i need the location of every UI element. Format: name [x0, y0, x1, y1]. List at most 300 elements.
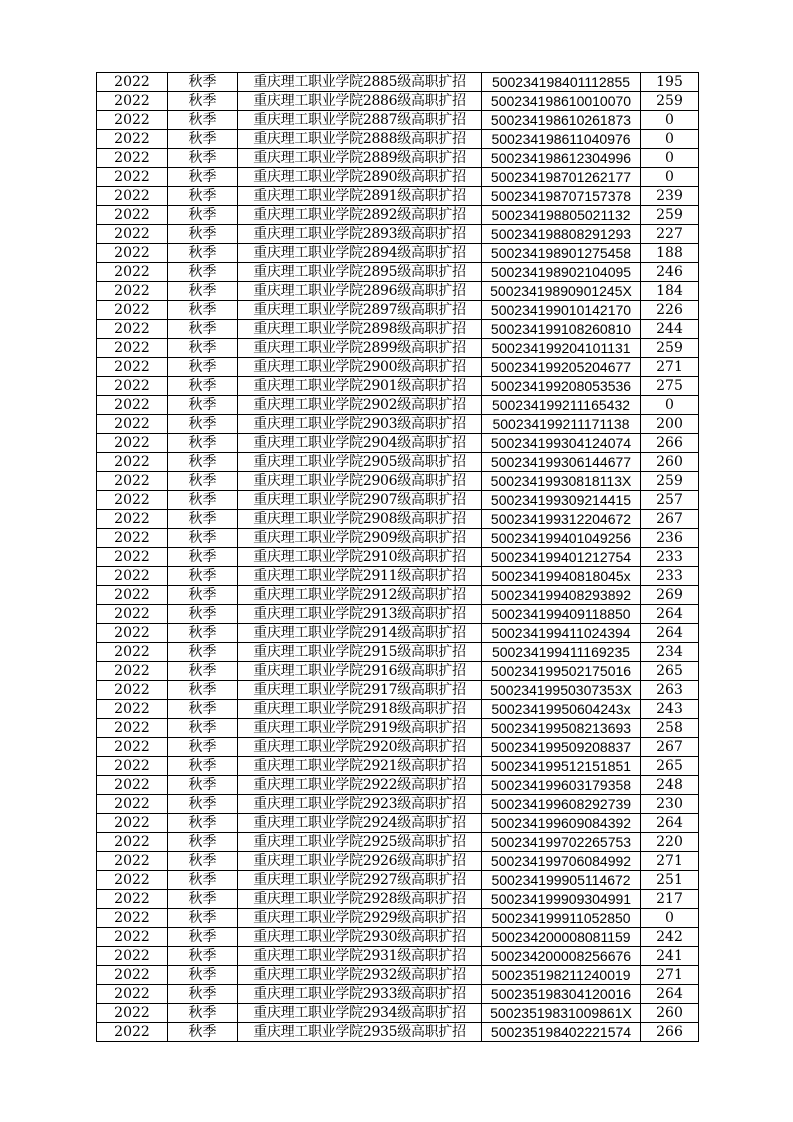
id-number-cell: 500234199312204672	[482, 510, 641, 529]
score-cell: 260	[641, 453, 699, 472]
program-cell: 重庆理工职业学院2918级高职扩招	[238, 700, 482, 719]
program-cell: 重庆理工职业学院2927级高职扩招	[238, 871, 482, 890]
year-cell: 2022	[97, 73, 168, 92]
year-cell: 2022	[97, 377, 168, 396]
table-row	[97, 719, 699, 738]
year-cell: 2022	[97, 738, 168, 757]
year-cell: 2022	[97, 358, 168, 377]
id-number-cell: 500234199508213693	[482, 719, 641, 738]
score-cell: 239	[641, 187, 699, 206]
score-cell: 259	[641, 206, 699, 225]
id-number-cell: 500234198401112855	[482, 73, 641, 92]
year-cell: 2022	[97, 586, 168, 605]
table-row	[97, 92, 699, 111]
season-cell: 秋季	[168, 396, 238, 415]
table-row	[97, 73, 699, 92]
program-cell: 重庆理工职业学院2913级高职扩招	[238, 605, 482, 624]
table-row	[97, 852, 699, 871]
year-cell: 2022	[97, 719, 168, 738]
id-number-cell: 500234199512151851	[482, 757, 641, 776]
season-cell: 秋季	[168, 149, 238, 168]
season-cell: 秋季	[168, 415, 238, 434]
season-cell: 秋季	[168, 871, 238, 890]
year-cell: 2022	[97, 92, 168, 111]
table-row	[97, 738, 699, 757]
id-number-cell: 500234198610010070	[482, 92, 641, 111]
season-cell: 秋季	[168, 73, 238, 92]
program-cell: 重庆理工职业学院2885级高职扩招	[238, 73, 482, 92]
program-cell: 重庆理工职业学院2895级高职扩招	[238, 263, 482, 282]
table-row	[97, 529, 699, 548]
id-number-cell: 500234198902104095	[482, 263, 641, 282]
score-cell: 0	[641, 149, 699, 168]
score-cell: 260	[641, 1004, 699, 1023]
score-cell: 271	[641, 358, 699, 377]
table-row	[97, 149, 699, 168]
id-number-cell: 500235198211240019	[482, 966, 641, 985]
year-cell: 2022	[97, 985, 168, 1004]
year-cell: 2022	[97, 681, 168, 700]
score-cell: 266	[641, 434, 699, 453]
id-number-cell: 500234198805021132	[482, 206, 641, 225]
season-cell: 秋季	[168, 700, 238, 719]
id-number-cell: 500234199010142170	[482, 301, 641, 320]
table-row	[97, 263, 699, 282]
program-cell: 重庆理工职业学院2907级高职扩招	[238, 491, 482, 510]
score-cell: 243	[641, 700, 699, 719]
score-cell: 271	[641, 966, 699, 985]
year-cell: 2022	[97, 757, 168, 776]
table-row	[97, 377, 699, 396]
id-number-cell: 500234199401049256	[482, 529, 641, 548]
season-cell: 秋季	[168, 852, 238, 871]
score-cell: 217	[641, 890, 699, 909]
score-cell: 200	[641, 415, 699, 434]
score-cell: 263	[641, 681, 699, 700]
program-cell: 重庆理工职业学院2932级高职扩招	[238, 966, 482, 985]
program-cell: 重庆理工职业学院2891级高职扩招	[238, 187, 482, 206]
year-cell: 2022	[97, 472, 168, 491]
id-number-cell: 500234198808291293	[482, 225, 641, 244]
program-cell: 重庆理工职业学院2923级高职扩招	[238, 795, 482, 814]
table-row	[97, 814, 699, 833]
table-row	[97, 130, 699, 149]
season-cell: 秋季	[168, 434, 238, 453]
year-cell: 2022	[97, 662, 168, 681]
score-cell: 246	[641, 263, 699, 282]
season-cell: 秋季	[168, 263, 238, 282]
id-number-cell: 50023419890901245X	[482, 282, 641, 301]
season-cell: 秋季	[168, 472, 238, 491]
program-cell: 重庆理工职业学院2917级高职扩招	[238, 681, 482, 700]
id-number-cell: 500234198610261873	[482, 111, 641, 130]
program-cell: 重庆理工职业学院2888级高职扩招	[238, 130, 482, 149]
season-cell: 秋季	[168, 719, 238, 738]
program-cell: 重庆理工职业学院2920级高职扩招	[238, 738, 482, 757]
season-cell: 秋季	[168, 738, 238, 757]
program-cell: 重庆理工职业学院2922级高职扩招	[238, 776, 482, 795]
id-number-cell: 500234200008256676	[482, 947, 641, 966]
score-cell: 259	[641, 339, 699, 358]
program-cell: 重庆理工职业学院2893级高职扩招	[238, 225, 482, 244]
table-row	[97, 928, 699, 947]
program-cell: 重庆理工职业学院2925级高职扩招	[238, 833, 482, 852]
program-cell: 重庆理工职业学院2928级高职扩招	[238, 890, 482, 909]
year-cell: 2022	[97, 282, 168, 301]
score-cell: 0	[641, 396, 699, 415]
id-number-cell: 500234199502175016	[482, 662, 641, 681]
score-cell: 267	[641, 738, 699, 757]
id-number-cell: 500234199911052850	[482, 909, 641, 928]
table-row	[97, 396, 699, 415]
program-cell: 重庆理工职业学院2889级高职扩招	[238, 149, 482, 168]
program-cell: 重庆理工职业学院2892级高职扩招	[238, 206, 482, 225]
table-row	[97, 890, 699, 909]
score-cell: 195	[641, 73, 699, 92]
year-cell: 2022	[97, 396, 168, 415]
program-cell: 重庆理工职业学院2910级高职扩招	[238, 548, 482, 567]
id-number-cell: 500235198402221574	[482, 1023, 641, 1042]
table-row	[97, 795, 699, 814]
table-row	[97, 624, 699, 643]
id-number-cell: 50023419950604243x	[482, 700, 641, 719]
program-cell: 重庆理工职业学院2926级高职扩招	[238, 852, 482, 871]
year-cell: 2022	[97, 833, 168, 852]
season-cell: 秋季	[168, 1023, 238, 1042]
year-cell: 2022	[97, 1023, 168, 1042]
score-cell: 275	[641, 377, 699, 396]
season-cell: 秋季	[168, 377, 238, 396]
table-row	[97, 187, 699, 206]
season-cell: 秋季	[168, 92, 238, 111]
table-row	[97, 453, 699, 472]
season-cell: 秋季	[168, 187, 238, 206]
program-cell: 重庆理工职业学院2915级高职扩招	[238, 643, 482, 662]
season-cell: 秋季	[168, 453, 238, 472]
season-cell: 秋季	[168, 795, 238, 814]
year-cell: 2022	[97, 890, 168, 909]
year-cell: 2022	[97, 1004, 168, 1023]
id-number-cell: 500234199309214415	[482, 491, 641, 510]
id-number-cell: 500234198901275458	[482, 244, 641, 263]
id-number-cell: 500234199411169235	[482, 643, 641, 662]
year-cell: 2022	[97, 814, 168, 833]
table-row	[97, 947, 699, 966]
table-row	[97, 605, 699, 624]
id-number-cell: 500234199304124074	[482, 434, 641, 453]
table-row	[97, 225, 699, 244]
season-cell: 秋季	[168, 1004, 238, 1023]
year-cell: 2022	[97, 149, 168, 168]
year-cell: 2022	[97, 548, 168, 567]
id-number-cell: 500235198304120016	[482, 985, 641, 1004]
year-cell: 2022	[97, 700, 168, 719]
season-cell: 秋季	[168, 168, 238, 187]
program-cell: 重庆理工职业学院2916级高职扩招	[238, 662, 482, 681]
program-cell: 重庆理工职业学院2901级高职扩招	[238, 377, 482, 396]
program-cell: 重庆理工职业学院2912级高职扩招	[238, 586, 482, 605]
table-row	[97, 434, 699, 453]
season-cell: 秋季	[168, 567, 238, 586]
year-cell: 2022	[97, 111, 168, 130]
id-number-cell: 500234198707157378	[482, 187, 641, 206]
season-cell: 秋季	[168, 510, 238, 529]
year-cell: 2022	[97, 339, 168, 358]
program-cell: 重庆理工职业学院2933级高职扩招	[238, 985, 482, 1004]
table-row	[97, 415, 699, 434]
score-table	[96, 72, 699, 1042]
score-cell: 233	[641, 567, 699, 586]
year-cell: 2022	[97, 187, 168, 206]
id-number-cell: 500234199603179358	[482, 776, 641, 795]
id-number-cell: 500234199204101131	[482, 339, 641, 358]
id-number-cell: 500234199205204677	[482, 358, 641, 377]
program-cell: 重庆理工职业学院2914级高职扩招	[238, 624, 482, 643]
year-cell: 2022	[97, 605, 168, 624]
id-number-cell: 500234199108260810	[482, 320, 641, 339]
score-cell: 241	[641, 947, 699, 966]
table-row	[97, 643, 699, 662]
program-cell: 重庆理工职业学院2904级高职扩招	[238, 434, 482, 453]
program-cell: 重庆理工职业学院2899级高职扩招	[238, 339, 482, 358]
table-row	[97, 472, 699, 491]
program-cell: 重庆理工职业学院2930级高职扩招	[238, 928, 482, 947]
score-cell: 248	[641, 776, 699, 795]
id-number-cell: 50023419930818113X	[482, 472, 641, 491]
id-number-cell: 500234198701262177	[482, 168, 641, 187]
score-cell: 251	[641, 871, 699, 890]
score-cell: 220	[641, 833, 699, 852]
year-cell: 2022	[97, 795, 168, 814]
year-cell: 2022	[97, 415, 168, 434]
season-cell: 秋季	[168, 282, 238, 301]
year-cell: 2022	[97, 320, 168, 339]
season-cell: 秋季	[168, 928, 238, 947]
year-cell: 2022	[97, 206, 168, 225]
season-cell: 秋季	[168, 890, 238, 909]
season-cell: 秋季	[168, 320, 238, 339]
program-cell: 重庆理工职业学院2931级高职扩招	[238, 947, 482, 966]
program-cell: 重庆理工职业学院2902级高职扩招	[238, 396, 482, 415]
id-number-cell: 500234198611040976	[482, 130, 641, 149]
score-cell: 233	[641, 548, 699, 567]
score-cell: 227	[641, 225, 699, 244]
score-cell: 230	[641, 795, 699, 814]
id-number-cell: 50023419950307353X	[482, 681, 641, 700]
score-table-body	[97, 73, 699, 1042]
id-number-cell: 500234199401212754	[482, 548, 641, 567]
id-number-cell: 500234199609084392	[482, 814, 641, 833]
year-cell: 2022	[97, 567, 168, 586]
score-cell: 259	[641, 92, 699, 111]
score-cell: 242	[641, 928, 699, 947]
program-cell: 重庆理工职业学院2935级高职扩招	[238, 1023, 482, 1042]
season-cell: 秋季	[168, 643, 238, 662]
season-cell: 秋季	[168, 776, 238, 795]
year-cell: 2022	[97, 453, 168, 472]
year-cell: 2022	[97, 130, 168, 149]
table-row	[97, 168, 699, 187]
table-row	[97, 1004, 699, 1023]
table-row	[97, 358, 699, 377]
id-number-cell: 500234199509208837	[482, 738, 641, 757]
id-number-cell: 500234199608292739	[482, 795, 641, 814]
season-cell: 秋季	[168, 662, 238, 681]
season-cell: 秋季	[168, 206, 238, 225]
program-cell: 重庆理工职业学院2894级高职扩招	[238, 244, 482, 263]
table-row	[97, 320, 699, 339]
table-row	[97, 909, 699, 928]
year-cell: 2022	[97, 928, 168, 947]
season-cell: 秋季	[168, 833, 238, 852]
program-cell: 重庆理工职业学院2929级高职扩招	[238, 909, 482, 928]
id-number-cell: 500234199211171138	[482, 415, 641, 434]
score-cell: 265	[641, 662, 699, 681]
year-cell: 2022	[97, 491, 168, 510]
table-row	[97, 111, 699, 130]
score-cell: 184	[641, 282, 699, 301]
program-cell: 重庆理工职业学院2908级高职扩招	[238, 510, 482, 529]
season-cell: 秋季	[168, 586, 238, 605]
year-cell: 2022	[97, 244, 168, 263]
table-row	[97, 1023, 699, 1042]
program-cell: 重庆理工职业学院2887级高职扩招	[238, 111, 482, 130]
table-row	[97, 966, 699, 985]
score-cell: 0	[641, 130, 699, 149]
program-cell: 重庆理工职业学院2909级高职扩招	[238, 529, 482, 548]
table-row	[97, 586, 699, 605]
id-number-cell: 500234199409118850	[482, 605, 641, 624]
year-cell: 2022	[97, 263, 168, 282]
table-row	[97, 833, 699, 852]
season-cell: 秋季	[168, 624, 238, 643]
score-cell: 267	[641, 510, 699, 529]
season-cell: 秋季	[168, 909, 238, 928]
season-cell: 秋季	[168, 111, 238, 130]
table-row	[97, 244, 699, 263]
score-cell: 269	[641, 586, 699, 605]
score-cell: 257	[641, 491, 699, 510]
score-cell: 258	[641, 719, 699, 738]
table-row	[97, 548, 699, 567]
id-number-cell: 500234199411024394	[482, 624, 641, 643]
season-cell: 秋季	[168, 814, 238, 833]
year-cell: 2022	[97, 529, 168, 548]
table-row	[97, 282, 699, 301]
score-cell: 264	[641, 814, 699, 833]
table-row	[97, 757, 699, 776]
table-row	[97, 339, 699, 358]
year-cell: 2022	[97, 301, 168, 320]
id-number-cell: 500234199702265753	[482, 833, 641, 852]
score-cell: 188	[641, 244, 699, 263]
year-cell: 2022	[97, 624, 168, 643]
table-row	[97, 985, 699, 1004]
id-number-cell: 50023519831009861X	[482, 1004, 641, 1023]
program-cell: 重庆理工职业学院2897级高职扩招	[238, 301, 482, 320]
season-cell: 秋季	[168, 301, 238, 320]
id-number-cell: 500234199905114672	[482, 871, 641, 890]
year-cell: 2022	[97, 434, 168, 453]
program-cell: 重庆理工职业学院2890级高职扩招	[238, 168, 482, 187]
season-cell: 秋季	[168, 339, 238, 358]
program-cell: 重庆理工职业学院2886级高职扩招	[238, 92, 482, 111]
year-cell: 2022	[97, 225, 168, 244]
score-cell: 259	[641, 472, 699, 491]
table-row	[97, 567, 699, 586]
program-cell: 重庆理工职业学院2903级高职扩招	[238, 415, 482, 434]
table-row	[97, 871, 699, 890]
season-cell: 秋季	[168, 491, 238, 510]
table-row	[97, 662, 699, 681]
season-cell: 秋季	[168, 605, 238, 624]
score-cell: 236	[641, 529, 699, 548]
score-cell: 0	[641, 909, 699, 928]
table-row	[97, 681, 699, 700]
score-cell: 226	[641, 301, 699, 320]
score-cell: 234	[641, 643, 699, 662]
year-cell: 2022	[97, 168, 168, 187]
id-number-cell: 500234199306144677	[482, 453, 641, 472]
program-cell: 重庆理工职业学院2919级高职扩招	[238, 719, 482, 738]
table-row	[97, 700, 699, 719]
year-cell: 2022	[97, 909, 168, 928]
score-cell: 244	[641, 320, 699, 339]
season-cell: 秋季	[168, 947, 238, 966]
program-cell: 重庆理工职业学院2906级高职扩招	[238, 472, 482, 491]
season-cell: 秋季	[168, 757, 238, 776]
year-cell: 2022	[97, 966, 168, 985]
program-cell: 重庆理工职业学院2900级高职扩招	[238, 358, 482, 377]
table-row	[97, 206, 699, 225]
score-cell: 264	[641, 985, 699, 1004]
season-cell: 秋季	[168, 985, 238, 1004]
table-row	[97, 491, 699, 510]
score-cell: 271	[641, 852, 699, 871]
year-cell: 2022	[97, 510, 168, 529]
id-number-cell: 50023419940818045x	[482, 567, 641, 586]
year-cell: 2022	[97, 776, 168, 795]
id-number-cell: 500234199211165432	[482, 396, 641, 415]
year-cell: 2022	[97, 852, 168, 871]
season-cell: 秋季	[168, 548, 238, 567]
score-cell: 265	[641, 757, 699, 776]
id-number-cell: 500234200008081159	[482, 928, 641, 947]
program-cell: 重庆理工职业学院2905级高职扩招	[238, 453, 482, 472]
year-cell: 2022	[97, 871, 168, 890]
table-row	[97, 510, 699, 529]
season-cell: 秋季	[168, 358, 238, 377]
table-row	[97, 776, 699, 795]
season-cell: 秋季	[168, 225, 238, 244]
program-cell: 重庆理工职业学院2898级高职扩招	[238, 320, 482, 339]
season-cell: 秋季	[168, 244, 238, 263]
score-cell: 264	[641, 624, 699, 643]
program-cell: 重庆理工职业学院2921级高职扩招	[238, 757, 482, 776]
season-cell: 秋季	[168, 130, 238, 149]
id-number-cell: 500234198612304996	[482, 149, 641, 168]
id-number-cell: 500234199706084992	[482, 852, 641, 871]
program-cell: 重庆理工职业学院2896级高职扩招	[238, 282, 482, 301]
score-cell: 0	[641, 168, 699, 187]
table-row	[97, 301, 699, 320]
score-cell: 0	[641, 111, 699, 130]
id-number-cell: 500234199208053536	[482, 377, 641, 396]
year-cell: 2022	[97, 643, 168, 662]
id-number-cell: 500234199909304991	[482, 890, 641, 909]
id-number-cell: 500234199408293892	[482, 586, 641, 605]
score-cell: 264	[641, 605, 699, 624]
